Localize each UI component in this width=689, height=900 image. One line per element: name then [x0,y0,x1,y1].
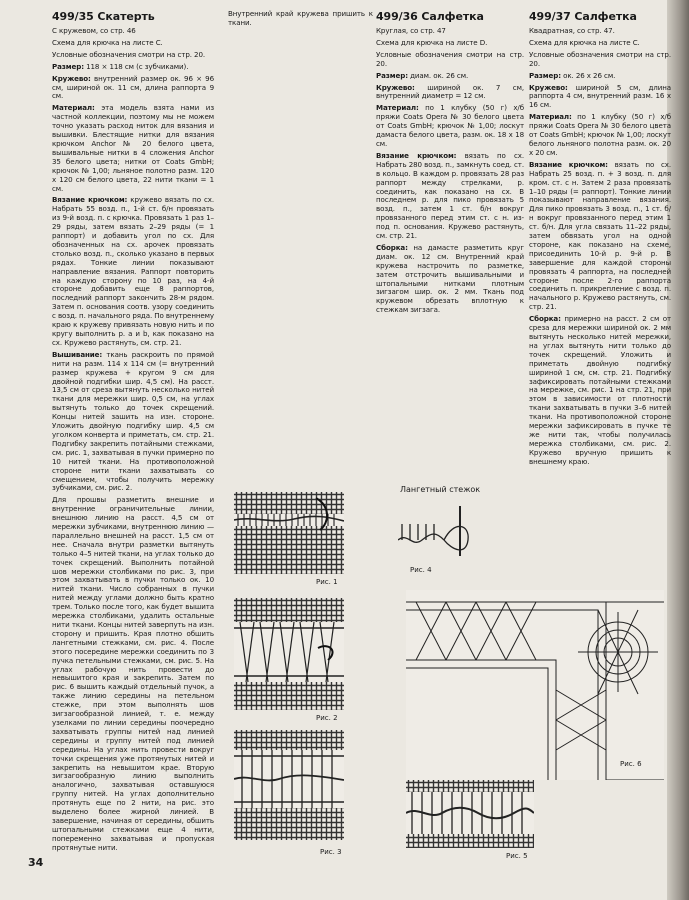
figure-4-caption: Рис. 4 [410,566,432,574]
size-text: ок. 26 х 26 см. [560,70,616,80]
article-36-line-2: Схема для крючка на листе D. [376,37,488,47]
article-35-hem: Для прошвы разметить внешние и внутренние ограничительные линии, внешнюю линию на расст. 4,5 см от мережки зубчиками, внутреннюю линию — параллельно внешней на расст. 1,5 см от нее. Сначала внутри разметки вытянуть только 4–5 нитей ткани, на углах только до точек скрещений. Выполнить потайной шов мережки столбиками по рис. 3, при этом захватывать в пучки только ок. 10 нитей ткани. Число собранных в пучки нитей между углами должно быть кратно трем. Только после того, как будет вышита мережка столбиками, удалить остальные нити ткани. Концы нитей заверпуть на изн. сторону и пришить. Края плотно обшить лангетными стежками, см. рис. 4. После этого посередине мережки соединить по 3 пучка петельными стежками, см. рис. 5. На углах рабочую нить провести до невышитого края и закрепить. Затем по рис. 6 вышить каждый отдельный пучок, а также линию середины на петельном стежке, при этом выполнять шов зигзагообразной линией, т. е. между узелками по линии середины поочередно захватывать группы нитей над линией середины и группу нитей под линией середины. На углах нить провести вокруг точки скрещения уже протянутых нитей и закрепить на невышитом крае. Вторую зигзагообразную линию выполнить аналогично, захватывая оставшуюся группу нитей. На углах дополнительно протянуть еще по 2 нити, на рис. это выделено более жирной линией. В завершение, начиная от середины, обшить штопальными стежками еще 4 нити, попеременно захватывая и пропуская протянутые нити. [52,495,214,852]
figure-2-zigzag-hemstitch-drawing [234,598,344,710]
material-label: Материал: [529,112,572,122]
article-36-line-3: Условные обозначения смотри на стр. 20. [376,49,524,68]
material-text: по 1 клубку (50 г) х/б пряжи Coats Opera № 30 белого цвета от Coats GmbH; крючок № 1,00; лоскут дамаста белого цвета, разм. ок. 18 х 18 см. [376,103,524,148]
figure-6-caption: Рис. 6 [620,760,642,768]
figure-5-caption: Рис. 5 [506,852,528,860]
lace-text: внутренний размер ок. 96 × 96 см, шириной ок. 11 см, длина раппорта 9 см. [52,73,214,101]
size-text: 118 × 118 см (с зубчиками). [83,61,189,71]
article-36-crochet [376,152,524,241]
article-37-line-2: Схема для крючка на листе С. [529,37,640,47]
crochet-text: вязать по сх. Набрать 25 возд. п. + 3 возд. п. для кром. ст. с н. Затем 2 раза провязать 1–10 ряды (= раппорт). Тонкие линии показывают направление вязания. Для пико провязать 3 возд. п., 1 ст. б/н вокруг провязанного перед этим 1 ст. б/н. Для угла связать 11–22 ряды, затем обвязать угол на одной стороне, как показано на схеме, присоединить 10-й р. 9-й р. В завершение для каждой стороны провязать 4 раппорта, на последней стороне после 2-го раппорта соединить п. прикрепление с возд. п. начального р. Кружево растянуть, см. стр. 21. [529,159,672,312]
article-36-lace [376,84,524,102]
material-text: по 1 клубку (50 г) х/б пряжи Coats Opera № 30 белого цвета от Coats GmbH; крючок № 1,00; лоскут белого льняного полотна разм. ок. 20 х 20 см. [529,112,671,157]
article-37-crochet [529,161,671,312]
article-36-column [376,10,524,318]
material-label: Материал: [376,103,419,113]
material-label: Материал: [52,103,95,113]
embroidery-label: Вышивание: [52,349,103,359]
figure-4-title: Лангетный стежок [400,485,481,494]
size-label: Размер: [52,61,84,71]
figure-4-buttonhole-stitch-drawing [398,500,488,560]
article-37-title: 499/37 Салфетка [529,10,637,23]
crochet-label: Вязание крючком: [529,159,608,169]
article-36-line-1: Круглая, со стр. 47 [376,26,446,35]
assembly-text: на дамасте разметить круг диам. ок. 12 см. Внутренний край кружева настрочить по разметке, затем отстрочить вышивальными и штопальными нитками плотным зигзагом шир. ок. 2 мм. Ткань под кружевом обрезать вплотную к стежкам зигзага. [376,242,524,315]
article-37-lace [529,84,671,111]
article-35-line-2: Схема для крючка на листе С. [52,37,163,47]
article-35-material [52,104,214,193]
article-35-line-1: С кружевом, со стр. 46 [52,26,136,35]
assembly-label: Сборка: [376,242,408,252]
material-text: эта модель взята нами из частной коллекции, поэтому мы не можем точно указать расход ниток для вязания и вышивки. Блестящие нитки для вязания крючком Anchor № 20 белого цвета, вышивальные нитки в 4 сложения Anchor 35 белого цвета; нитки от Coats GmbH; крючок № 1,00; льняное полотно разм. 120 х 120 см белого цвета, 22 нити ткани = 1 см. [52,103,214,193]
figure-1-caption: Рис. 1 [316,578,338,586]
article-35-column-1 [52,10,214,856]
article-37-line-3: Условные обозначения смотри на стр. 20. [529,49,671,68]
article-37-assembly [529,315,671,466]
article-35-crochet [52,196,214,347]
article-36-title: 499/36 Салфетка [376,10,484,23]
article-37-column [529,10,671,470]
crochet-text: вязать по сх. Набрать 280 возд. п., замкнуть соед. ст. в кольцо. В каждом р. провязать 28 раз раппорт между стрелками, р. соединить, как показано на сх. В последнем р. для пико провязать 5 возд. п., затем 1 ст. б/н вокруг провязанного перед этим ст. с н. из-под п. основания. Кружево растянуть, см. стр. 21. [376,150,525,241]
article-37-size [529,72,671,81]
figure-3-caption: Рис. 3 [320,848,342,856]
figure-1-hemstitch-drawing [234,492,344,574]
figure-5-bundled-stitch-drawing [406,780,534,848]
article-35-lace [52,75,214,102]
size-label: Размер: [376,70,408,80]
crochet-label: Вязание крючком: [376,150,457,160]
article-35-title: 499/35 Скатерть [52,10,155,23]
assembly-label: Сборка: [529,314,561,324]
lace-label: Кружево: [52,73,91,83]
size-label: Размер: [529,70,561,80]
figure-2-caption: Рис. 2 [316,714,338,722]
article-35-embroidery [52,351,214,494]
article-35-column-2 [228,10,373,31]
article-35-inner-edge: Внутренний край кружева пришить к ткани. [228,9,373,27]
embroidery-text: ткань раскроить по прямой нити на разм. 114 х 114 см (= внутренний размер кружева + кругом 9 см для двойной подгибки шир. 4,5 см). На расст. 13,5 см от среза вытянуть несколько нитей ткани для мережки шир. 0,5 см, на углах вытянуть только до точек скрещений. Концы нитей зашить на изн. стороне. Уложить двойную подгибку шир. 4,5 см уголком конверта и приметать, см. стр. 21. Подгибку закрепить потайными стежками, см. рис. 1, захватывая в пучки примерно по 10 нитей ткани. На противоположной стороне нити ткани захватывать со смещением, чтобы получить мережку зубчиками, см. рис. 2. [52,349,214,493]
lace-label: Кружево: [376,82,415,92]
page-number: 34 [28,856,44,869]
crochet-label: Вязание крючком: [52,195,128,205]
lace-text: шириной ок. 7 см, внутренний диаметр = 12 см. [376,82,524,101]
lace-label: Кружево: [529,82,568,92]
article-36-assembly [376,244,524,315]
article-37-line-1: Квадратная, со стр. 47. [529,26,615,35]
article-36-size [376,72,524,81]
article-37-material [529,113,671,158]
lace-text: шириной 5 см, длина раппорта 4 см, внутренний разм. 16 х 16 см. [529,82,671,110]
assembly-text: примерно на расст. 2 см от среза для мережки шириной ок. 2 мм вытянуть несколько нитей мережки, на углах вытянуть нити только до точек скрещений. Уложить и приметать двойную подгибку шириной 1 см, см. стр. 21. Подгибку зафиксировать потайными стежками на мережке, см. рис. 1 на стр. 21, при этом в зависимости от плотности ткани захватывать в пучки 3–6 нитей ткани. На противоположной стороне мережки зафиксировать в пучке те же нити так, чтобы получилась мережка столбиками, см. рис. 2. Кружево вручную пришить к внешнему краю. [529,314,671,466]
figure-6-corner-drawing [406,590,664,780]
figure-3-column-hemstitch-drawing [234,730,344,840]
size-text: диам. ок. 26 см. [407,70,469,80]
crochet-text: кружево вязать по сх. Набрать 55 возд. п., 1-й ст. б/н провязать из 9-й возд. п. с крючка. Провязать 1 раз 1–29 ряды, затем вязать 2–29 ряды (= 1 раппорт) и добавить угол по сх. Для обозначенных на сх. арочек провязать столько возд. п., сколько указано в первых рядах. Тонкие линии показывают направление вязания. Раппорт повторить на каждую сторону по 10 раз, на 4-й стороне добавить еще 8 раппортов, последний раппорт закончить 28-м рядом. Затем п. основания соотв. узору соединить с возд. п. начального ряда. По внутреннему краю к кружеву привязать новую нить и по кругу выполнить р. а и b, как показано на сх. Кружево растянуть, см. стр. 21. [52,195,215,347]
article-36-material [376,104,524,149]
article-35-size [52,63,214,72]
article-35-line-3: Условные обозначения смотри на стр. 20. [52,49,206,59]
